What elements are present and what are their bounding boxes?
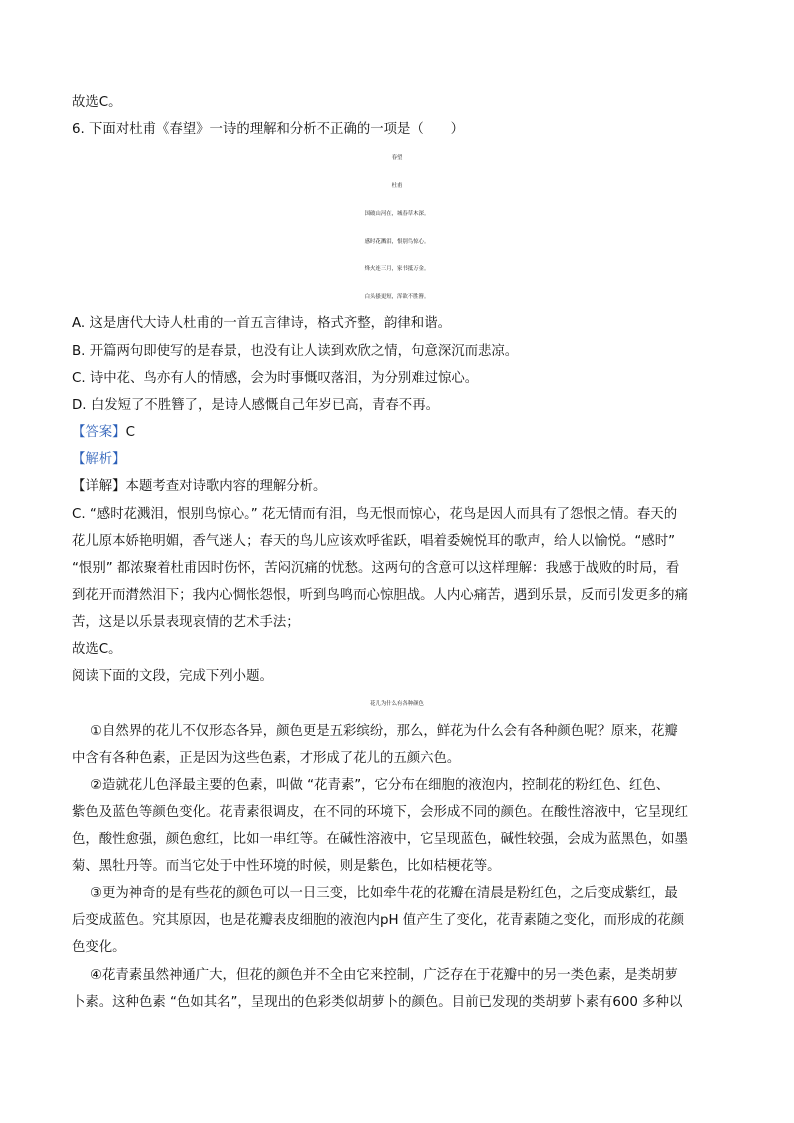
explanation-line-2: 花儿原本娇艳明媚，香气迷人；春天的鸟儿应该欢呼雀跃，唱着委婉悦耳的歌声，给人以愉悦。“感时” — [72, 534, 676, 549]
detail-heading: 【详解】本题考查对诗歌内容的理解分析。 — [72, 479, 327, 494]
answer-value: C — [125, 425, 135, 440]
answer-conclusion-5: 故选C。 — [72, 95, 122, 110]
poem-line-3: 烽火连三月，家书抵万金。 — [364, 266, 430, 272]
paragraph-2-line-2: 紫色及蓝色等颜色变化。花青素很调皮，在不同的环境下，会形成不同的颜色。在酸性溶液中，它呈现红 — [72, 805, 688, 820]
paragraph-3-line-2: 后变成蓝色。究其原因，也是花瓣表皮细胞的液泡内pH 值产生了变化，花青素随之变化，而形成的花颜 — [72, 913, 685, 928]
paragraph-3-line-1: ③更为神奇的是有些花的颜色可以一日三变，比如牵牛花的花瓣在清晨是粉红色，之后变成紫红，最 — [90, 886, 678, 901]
explanation-line-1: C. “感时花溅泪，恨别鸟惊心。” 花无情而有泪，鸟无恨而惊心，花鸟是因人而具有了怨恨之情。春天的 — [72, 507, 678, 522]
option-d: D. 白发短了不胜簪了，是诗人感慨自己年岁已高，青春不再。 — [72, 398, 439, 413]
explanation-line-4: 到花开而潸然泪下；我内心惆怅怨恨，听到鸟鸣而心惊胆战。人内心痛苦，遇到乐景，反而引发更多的痛 — [72, 588, 688, 603]
reading-instruction: 阅读下面的文段，完成下列小题。 — [72, 669, 273, 684]
option-b: B. 开篇两句即使写的是春景，也没有让人读到欢欣之情，句意深沉而悲凉。 — [72, 344, 519, 359]
poem-title: 春望 — [391, 155, 403, 161]
explanation-line-5: 苦，这是以乐景表现哀情的艺术手法； — [72, 615, 300, 630]
poem-line-2: 感时花溅泪，恨别鸟惊心。 — [364, 239, 430, 245]
option-a: A. 这是唐代大诗人杜甫的一首五言律诗，格式齐整，韵律和谐。 — [72, 316, 451, 331]
question-6-stem: 6. 下面对杜甫《春望》一诗的理解和分析不正确的一项是（ ） — [72, 122, 464, 137]
poem-line-4: 白头搔更短，浑欲不胜簪。 — [364, 294, 430, 300]
paragraph-4-line-2: 卜素。这种色素 “色如其名”，呈现出的色彩类似胡萝卜的颜色。目前已发现的类胡萝卜素有600 多种以 — [72, 995, 683, 1010]
analysis-tag: 【解析】 — [72, 452, 126, 467]
paragraph-2-line-4: 菊、黑牡丹等。而当它处于中性环境的时候，则是紫色，比如桔梗花等。 — [72, 859, 501, 874]
explanation-line-3: “恨别” 都浓聚着杜甫因时伤怀，苦闷沉痛的忧愁。这两句的含意可以这样理解：我感于战败的时局，看 — [72, 561, 680, 576]
paragraph-2-line-1: ②造就花儿色泽最主要的色素，叫做 “花青素”，它分布在细胞的液泡内，控制花的粉红色、红色、 — [90, 778, 670, 793]
paragraph-3-line-3: 色变化。 — [72, 940, 126, 955]
option-c: C. 诗中花、鸟亦有人的情感，会为时事慨叹落泪，为分别难过惊心。 — [72, 371, 479, 386]
answer-conclusion-6: 故选C。 — [72, 642, 122, 657]
paragraph-2-line-3: 色，酸性愈强，颜色愈红，比如一串红等。在碱性溶液中，它呈现蓝色，碱性较强，会成为蓝黑色，如墨 — [72, 832, 688, 847]
poem-author: 杜甫 — [391, 183, 403, 189]
poem-line-1: 国破山河在，城春草木深。 — [364, 211, 430, 217]
answer-line — [72, 423, 135, 443]
paragraph-1-line-2: 中含有各种色素，正是因为这些色素，才形成了花儿的五颜六色。 — [72, 751, 461, 766]
answer-tag: 【答案】 — [72, 425, 126, 440]
paragraph-1-line-1: ①自然界的花儿不仅形态各异，颜色更是五彩缤纷，那么，鲜花为什么会有各种颜色呢？原来，花瓣 — [90, 724, 678, 739]
passage-title: 花儿为什么有各种颜色 — [370, 701, 424, 707]
paragraph-4-line-1: ④花青素虽然神通广大，但花的颜色并不全由它来控制，广泛存在于花瓣中的另一类色素，是类胡萝 — [90, 968, 678, 983]
